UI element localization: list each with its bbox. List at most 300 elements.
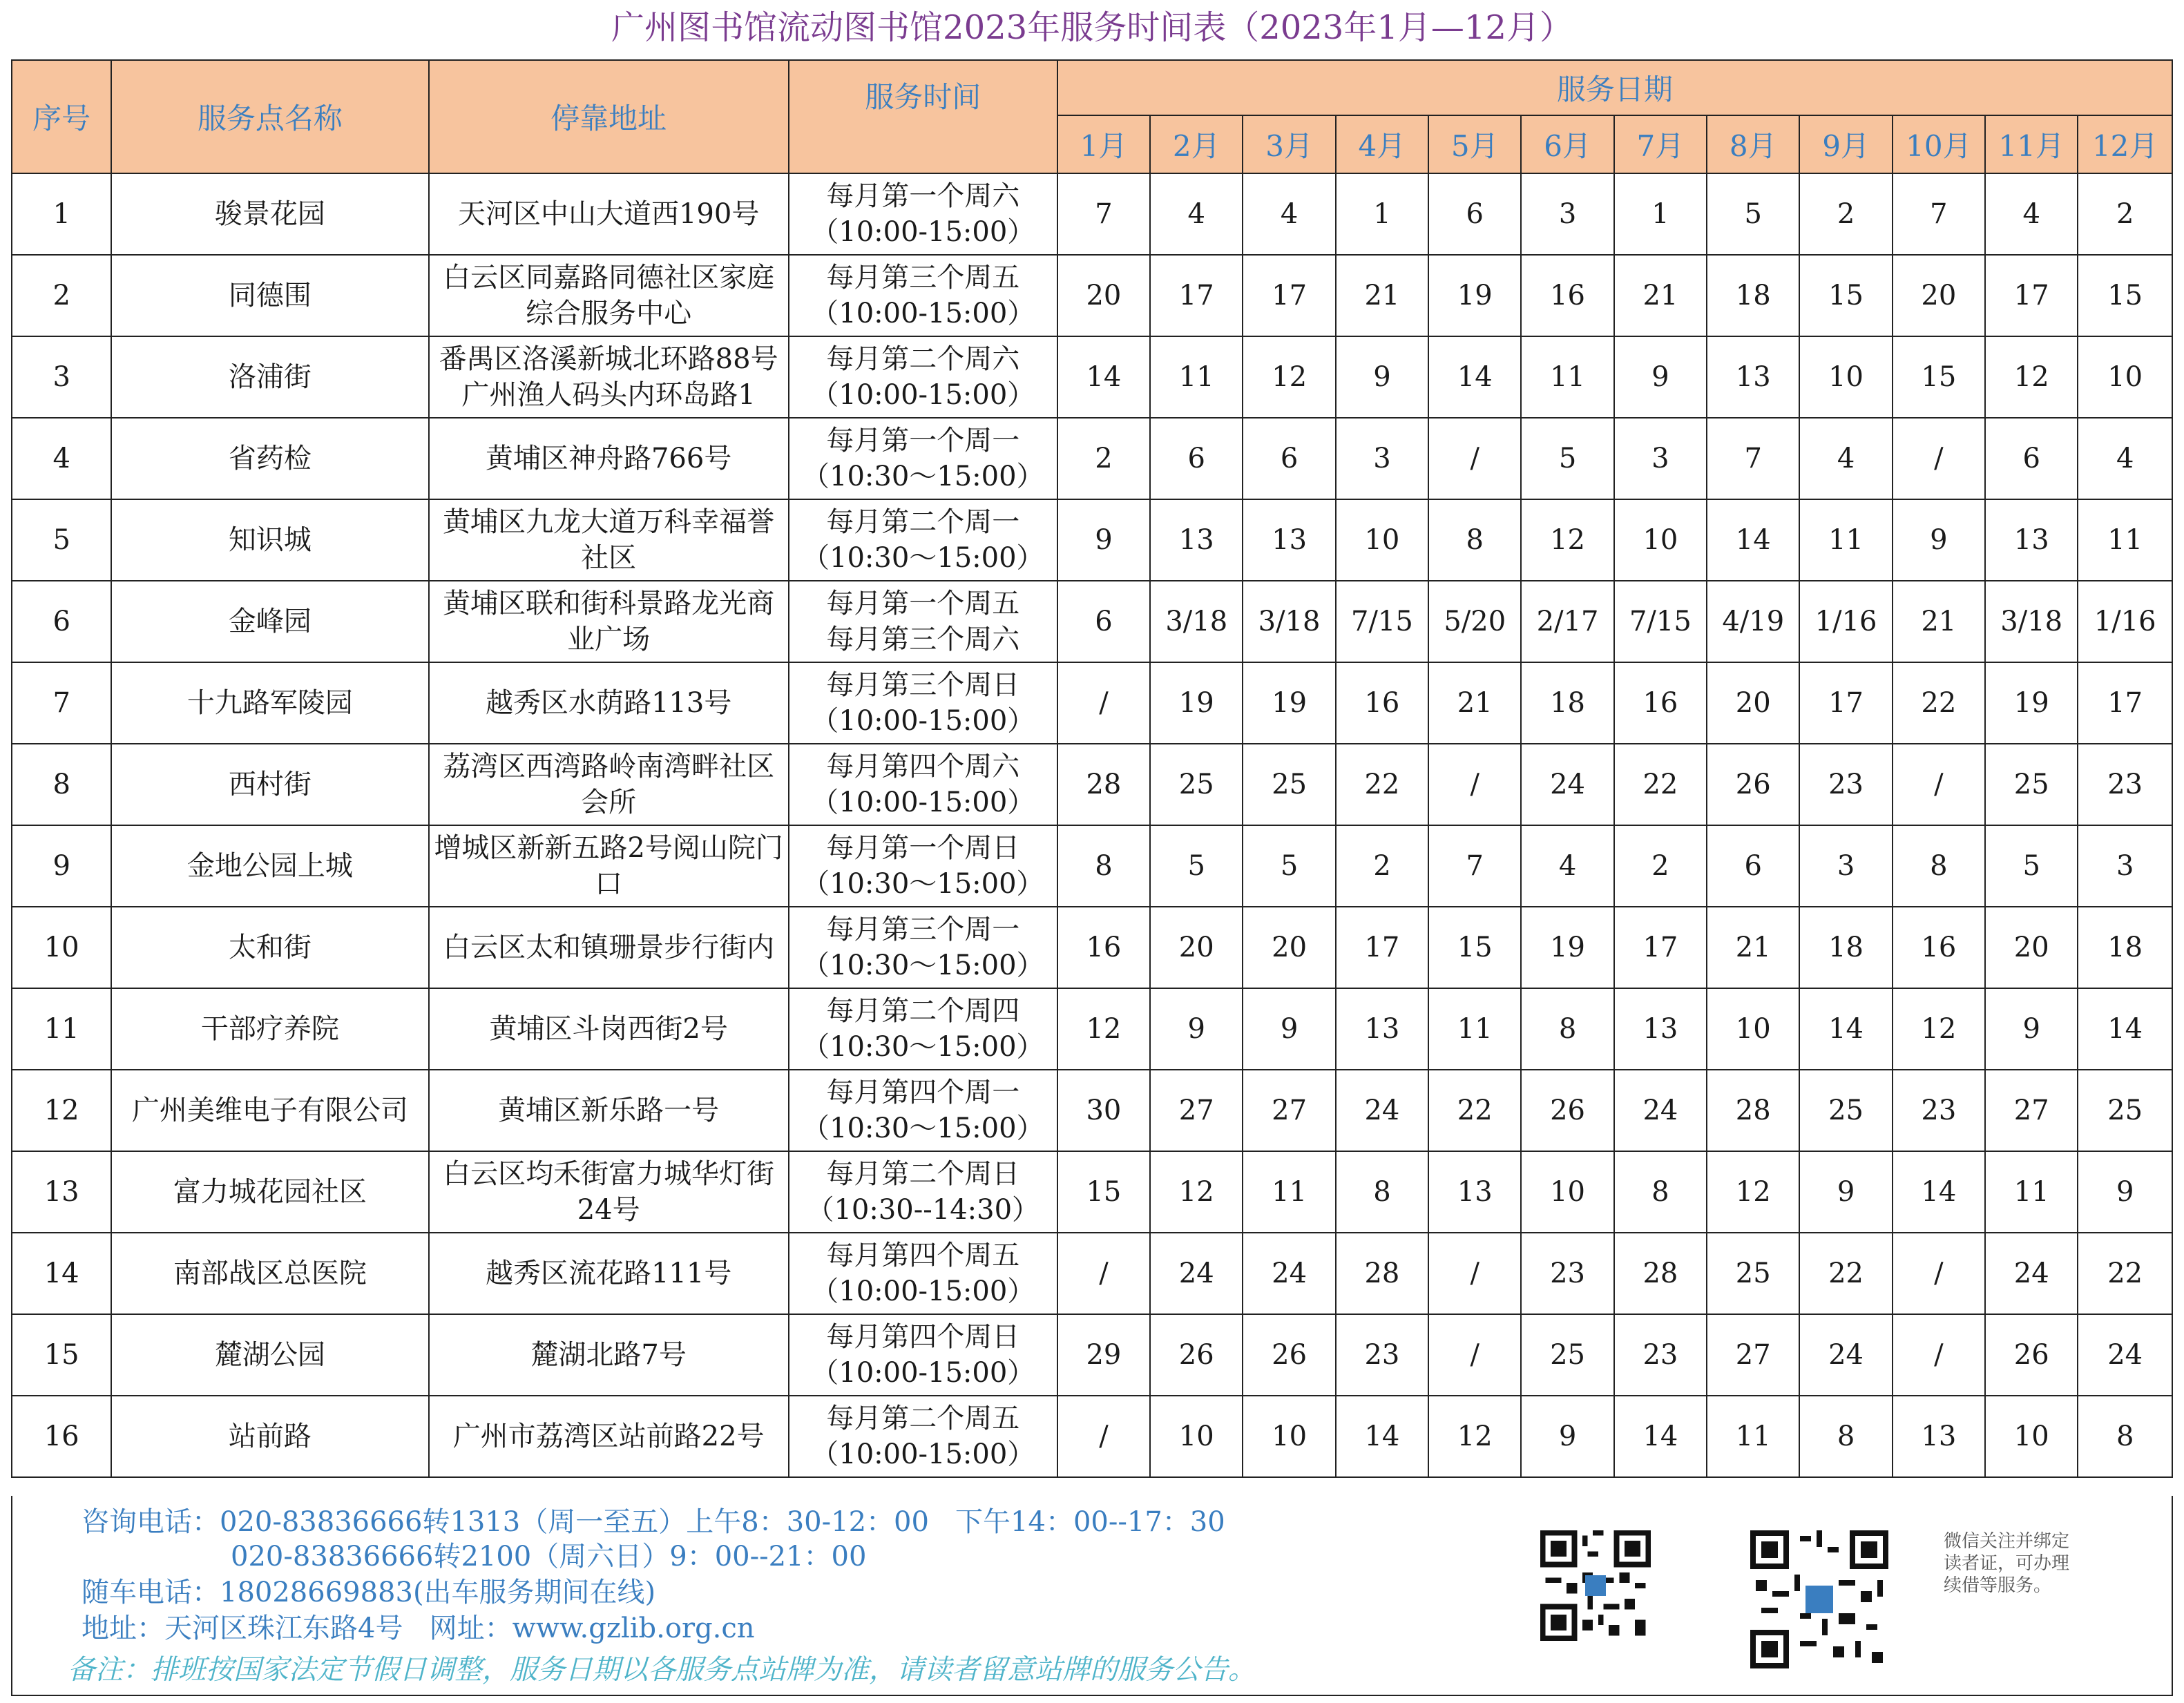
service-date — [1150, 1396, 1243, 1477]
service-date — [1336, 499, 1428, 581]
service-date — [1428, 1314, 1521, 1396]
service-date-text: 3 — [1373, 443, 1391, 474]
service-date-text: 10 — [1550, 1176, 1586, 1208]
service-date-text: 1/16 — [2094, 606, 2156, 637]
service-date — [1243, 662, 1335, 744]
service-date — [1243, 988, 1335, 1070]
service-date — [1799, 825, 1892, 907]
service-date — [1799, 255, 1892, 336]
service-time — [789, 662, 1057, 744]
stop-address — [429, 336, 789, 418]
row-number-text: 11 — [44, 1013, 79, 1045]
service-point-name — [111, 1151, 428, 1233]
footer-note: 备注：排班按国家法定节假日调整，服务日期以各服务点站牌为准，请读者留意站牌的服务公告。 — [68, 1654, 1256, 1686]
service-time-text: 每月第二个周六 （10:00-15:00） — [811, 343, 1035, 411]
row-number — [12, 499, 111, 581]
service-point-name-text: 富力城花园社区 — [173, 1176, 367, 1208]
service-date-text: 12 — [1178, 1176, 1214, 1208]
service-date-text: 15 — [1457, 932, 1493, 963]
service-date-text: 10 — [1642, 524, 1678, 556]
service-date-text: 4 — [2022, 198, 2040, 230]
service-date — [1614, 1070, 1707, 1151]
service-date — [1057, 988, 1150, 1070]
table-row — [12, 1396, 2172, 1477]
row-number — [12, 1070, 111, 1151]
service-date — [1150, 1233, 1243, 1314]
service-date-text: 20 — [2013, 932, 2049, 963]
service-date — [1893, 418, 1985, 499]
service-date — [1243, 499, 1335, 581]
consult-phone-weekend: 020-83836666转2100（周六日）9：00--21：00 — [231, 1541, 867, 1572]
header-month: 1月 — [1057, 115, 1150, 173]
service-date — [1614, 173, 1707, 255]
service-date-text: 2 — [1837, 198, 1855, 230]
service-time-text: 每月第三个周五 （10:00-15:00） — [811, 262, 1035, 329]
service-date-text: 19 — [1457, 280, 1493, 311]
header-month: 8月 — [1707, 115, 1799, 173]
service-date-text: 15 — [1086, 1176, 1122, 1208]
service-time-text: 每月第三个周一 （10:30～15:00） — [802, 914, 1044, 981]
table-row — [12, 255, 2172, 336]
service-date-text: 15 — [1828, 280, 1864, 311]
service-time-text: 每月第一个周五 每月第三个周六 — [826, 588, 1020, 655]
service-date-text: 8 — [1095, 850, 1113, 882]
row-number — [12, 255, 111, 336]
service-date-text: 25 — [2013, 769, 2049, 800]
service-date — [1614, 825, 1707, 907]
row-number — [12, 1151, 111, 1233]
row-number — [12, 336, 111, 418]
service-date-text: 10 — [1364, 524, 1400, 556]
service-date — [1707, 336, 1799, 418]
service-date-text: 19 — [1272, 687, 1307, 719]
service-date — [1243, 1233, 1335, 1314]
service-date — [1614, 988, 1707, 1070]
service-date — [1150, 907, 1243, 988]
service-date-text: 3 — [1837, 850, 1855, 882]
service-date — [1985, 1151, 2078, 1233]
service-date — [1707, 581, 1799, 662]
service-date — [1707, 988, 1799, 1070]
schedule-table — [11, 59, 2173, 1478]
service-date-text: 22 — [1828, 1258, 1864, 1289]
service-date — [1150, 418, 1243, 499]
service-date — [1707, 1396, 1799, 1477]
service-date — [1614, 418, 1707, 499]
service-date — [1150, 173, 1243, 255]
service-date — [1243, 173, 1335, 255]
service-date-text: 6 — [2022, 443, 2040, 474]
service-date — [2078, 825, 2172, 907]
row-number — [12, 1314, 111, 1396]
service-date-text: / — [1470, 769, 1479, 800]
service-date-text: 25 — [1828, 1095, 1864, 1126]
service-point-name — [111, 1314, 428, 1396]
service-date — [1428, 418, 1521, 499]
service-date — [1057, 825, 1150, 907]
service-date — [1243, 1151, 1335, 1233]
service-date-text: 21 — [1457, 687, 1493, 719]
service-date-text: 12 — [2013, 361, 2049, 393]
service-date — [1614, 744, 1707, 825]
service-date-text: 23 — [1550, 1258, 1586, 1289]
service-date — [1150, 499, 1243, 581]
service-date — [1707, 418, 1799, 499]
service-date-text: 8 — [1930, 850, 1948, 882]
service-date — [1799, 1314, 1892, 1396]
service-date — [1707, 255, 1799, 336]
stop-address-text: 黄埔区斗岗西街2号 — [489, 1013, 728, 1045]
service-date — [1985, 255, 2078, 336]
service-date — [1336, 1151, 1428, 1233]
service-date-text: 9 — [1373, 361, 1391, 393]
service-time-text: 每月第三个周日 （10:00-15:00） — [811, 669, 1035, 737]
service-date-text: 9 — [1651, 361, 1669, 393]
service-date-text: 5 — [1558, 443, 1577, 474]
service-date-text: 27 — [2013, 1095, 2049, 1126]
service-date-text: 22 — [1457, 1095, 1493, 1126]
service-date — [1521, 499, 1613, 581]
service-date-text: 27 — [1178, 1095, 1214, 1126]
service-date — [1893, 1314, 1985, 1396]
service-date — [1521, 1070, 1613, 1151]
stop-address-text: 越秀区水荫路113号 — [485, 687, 732, 719]
service-date — [1521, 1233, 1613, 1314]
service-date — [1985, 1233, 2078, 1314]
service-date-text: / — [1934, 769, 1944, 800]
stop-address — [429, 907, 789, 988]
stop-address — [429, 581, 789, 662]
service-time-text: 每月第一个周日 （10:30～15:00） — [802, 832, 1044, 900]
service-date — [1614, 907, 1707, 988]
service-date-text: 10 — [1828, 361, 1864, 393]
service-date-text: 24 — [1550, 769, 1586, 800]
header-address: 停靠地址 — [429, 60, 789, 173]
service-date-text: 8 — [1837, 1421, 1855, 1452]
row-number-text: 7 — [52, 687, 70, 719]
service-date — [1521, 988, 1613, 1070]
service-date-text: / — [1934, 1339, 1944, 1371]
service-date-text: 20 — [1178, 932, 1214, 963]
service-date — [1150, 1151, 1243, 1233]
service-date-text: 5/20 — [1444, 606, 1506, 637]
service-date-text: / — [1934, 1258, 1944, 1289]
service-date — [1614, 1151, 1707, 1233]
stop-address-text: 麓湖北路7号 — [530, 1339, 687, 1371]
service-date-text: 24 — [1364, 1095, 1400, 1126]
stop-address-text: 白云区同嘉路同德社区家庭综合服务中心 — [443, 262, 775, 329]
service-point-name-text: 广州美维电子有限公司 — [131, 1095, 408, 1126]
service-date — [1707, 1070, 1799, 1151]
service-date — [1521, 1314, 1613, 1396]
service-date — [1336, 988, 1428, 1070]
service-date — [1150, 744, 1243, 825]
service-date — [2078, 499, 2172, 581]
qr-code-wechat — [1750, 1530, 1888, 1668]
service-date — [2078, 907, 2172, 988]
service-date-text: 17 — [1364, 932, 1400, 963]
service-date-text: 5 — [1280, 850, 1299, 882]
row-number — [12, 988, 111, 1070]
service-date-text: 14 — [1086, 361, 1122, 393]
service-date-text: 3 — [1651, 443, 1669, 474]
service-date-text: 10 — [1178, 1421, 1214, 1452]
stop-address — [429, 255, 789, 336]
service-time — [789, 336, 1057, 418]
service-date-text: 22 — [1921, 687, 1957, 719]
service-date-text: 4 — [1558, 850, 1577, 882]
service-date-text: 12 — [1550, 524, 1586, 556]
service-date-text: 16 — [1550, 280, 1586, 311]
service-date-text: 18 — [1828, 932, 1864, 963]
service-date-text: 23 — [2107, 769, 2143, 800]
service-date-text: 25 — [2107, 1095, 2143, 1126]
service-date — [2078, 662, 2172, 744]
service-date-text: 26 — [2013, 1339, 2049, 1371]
service-date — [1985, 1314, 2078, 1396]
service-date-text: 11 — [2013, 1176, 2049, 1208]
service-point-name-text: 骏景花园 — [214, 198, 325, 230]
service-point-name-text: 知识城 — [228, 524, 312, 556]
service-time — [789, 825, 1057, 907]
service-date — [2078, 173, 2172, 255]
service-point-name — [111, 1396, 428, 1477]
service-date-text: / — [1470, 443, 1479, 474]
service-date-text: 20 — [1735, 687, 1771, 719]
page-title: 广州图书馆流动图书馆2023年服务时间表（2023年1月—12月） — [611, 8, 1573, 47]
service-date-text: 17 — [1828, 687, 1864, 719]
service-date — [1985, 499, 2078, 581]
row-number — [12, 418, 111, 499]
service-point-name-text: 十九路军陵园 — [186, 687, 353, 719]
row-number-text: 13 — [44, 1176, 79, 1208]
service-date — [1707, 907, 1799, 988]
table-row — [12, 1233, 2172, 1314]
service-date-text: 20 — [1921, 280, 1957, 311]
stop-address-text: 天河区中山大道西190号 — [457, 198, 760, 230]
service-date — [1243, 418, 1335, 499]
service-date-text: 21 — [1364, 280, 1400, 311]
service-date-text: 14 — [1642, 1421, 1678, 1452]
service-date-text: / — [1099, 1258, 1109, 1289]
service-date-text: 19 — [1550, 932, 1586, 963]
service-date — [1799, 173, 1892, 255]
service-point-name — [111, 336, 428, 418]
service-date — [1521, 418, 1613, 499]
service-date-text: 30 — [1086, 1095, 1122, 1126]
service-point-name-text: 太和街 — [228, 932, 312, 963]
service-date — [1707, 744, 1799, 825]
service-date — [1521, 907, 1613, 988]
table-row — [12, 744, 2172, 825]
stop-address — [429, 1396, 789, 1477]
service-date-text: 13 — [1364, 1013, 1400, 1045]
service-date-text: 6 — [1187, 443, 1205, 474]
service-date-text: 11 — [1550, 361, 1586, 393]
service-date-text: 21 — [1921, 606, 1957, 637]
service-date-text: 13 — [1272, 524, 1307, 556]
service-date — [1893, 499, 1985, 581]
service-date-text: 21 — [1642, 280, 1678, 311]
table-row — [12, 581, 2172, 662]
service-date — [2078, 1070, 2172, 1151]
stop-address-text: 黄埔区神舟路766号 — [485, 443, 732, 474]
service-date-text: 10 — [2107, 361, 2143, 393]
service-date — [1057, 581, 1150, 662]
service-date-text: 6 — [1744, 850, 1762, 882]
service-date — [1893, 581, 1985, 662]
service-date — [1428, 662, 1521, 744]
service-date — [1057, 907, 1150, 988]
service-time — [789, 1314, 1057, 1396]
service-point-name — [111, 255, 428, 336]
service-date — [1614, 499, 1707, 581]
service-date — [2078, 988, 2172, 1070]
service-date-text: 4 — [1837, 443, 1855, 474]
service-date-text: 12 — [1272, 361, 1307, 393]
service-date-text: 3 — [2116, 850, 2134, 882]
service-date — [1893, 336, 1985, 418]
service-date-text: 9 — [1837, 1176, 1855, 1208]
stop-address — [429, 662, 789, 744]
service-time-text: 每月第四个周五 （10:00-15:00） — [811, 1240, 1035, 1307]
header-month: 10月 — [1893, 115, 1985, 173]
service-date-text: 7 — [1095, 198, 1113, 230]
service-date — [2078, 1233, 2172, 1314]
service-time — [789, 581, 1057, 662]
service-date — [1799, 1233, 1892, 1314]
service-date — [2078, 744, 2172, 825]
service-time — [789, 255, 1057, 336]
service-date-text: 14 — [1921, 1176, 1957, 1208]
service-date — [1985, 662, 2078, 744]
service-date-text: 1 — [1651, 198, 1669, 230]
service-date-text: 29 — [1086, 1339, 1122, 1371]
service-date-text: 6 — [1280, 443, 1299, 474]
header-name: 服务点名称 — [111, 60, 428, 173]
header-month: 2月 — [1150, 115, 1243, 173]
service-date-text: 7 — [1466, 850, 1484, 882]
service-point-name-text: 南部战区总医院 — [173, 1258, 367, 1289]
service-date — [1336, 1233, 1428, 1314]
table-row — [12, 1314, 2172, 1396]
stop-address-text: 广州市荔湾区站前路22号 — [452, 1421, 765, 1452]
service-date — [1614, 1396, 1707, 1477]
service-date — [1985, 1396, 2078, 1477]
table-row — [12, 907, 2172, 988]
service-date — [1428, 1070, 1521, 1151]
service-date-text: 23 — [1828, 769, 1864, 800]
service-date — [1057, 255, 1150, 336]
service-point-name-text: 站前路 — [228, 1421, 312, 1452]
table-row — [12, 988, 2172, 1070]
service-date-text: 2 — [2116, 198, 2134, 230]
service-date — [1336, 1314, 1428, 1396]
service-time — [789, 744, 1057, 825]
service-date-text: / — [1934, 443, 1944, 474]
service-date-text: 22 — [1642, 769, 1678, 800]
service-time — [789, 418, 1057, 499]
service-date — [1336, 825, 1428, 907]
service-date-text: 14 — [1364, 1421, 1400, 1452]
service-date — [2078, 336, 2172, 418]
row-number-text: 16 — [44, 1421, 79, 1452]
service-date — [1243, 1314, 1335, 1396]
service-date-text: 11 — [2107, 524, 2143, 556]
service-date — [2078, 581, 2172, 662]
stop-address — [429, 499, 789, 581]
service-date-text: 5 — [1744, 198, 1762, 230]
service-date — [1057, 1314, 1150, 1396]
service-date — [1985, 418, 2078, 499]
service-time-text: 每月第四个周一 （10:30～15:00） — [802, 1077, 1044, 1144]
stop-address-text: 白云区太和镇珊景步行街内 — [443, 932, 775, 963]
service-date-text: 3/18 — [1165, 606, 1228, 637]
service-date-text: 11 — [1457, 1013, 1493, 1045]
service-date-text: 13 — [1457, 1176, 1493, 1208]
service-date-text: 7 — [1744, 443, 1762, 474]
service-date-text: 18 — [2107, 932, 2143, 963]
service-date — [2078, 418, 2172, 499]
service-date-text: 2 — [1651, 850, 1669, 882]
service-date-text: 26 — [1272, 1339, 1307, 1371]
service-date — [1243, 255, 1335, 336]
service-date — [1985, 336, 2078, 418]
header-month: 11月 — [1985, 115, 2078, 173]
service-date-text: 17 — [1642, 932, 1678, 963]
service-date — [1985, 988, 2078, 1070]
service-date — [1057, 173, 1150, 255]
service-date — [1521, 1396, 1613, 1477]
service-date — [1057, 336, 1150, 418]
service-date — [1985, 581, 2078, 662]
service-date — [1150, 1070, 1243, 1151]
table-row — [12, 418, 2172, 499]
service-date — [1985, 825, 2078, 907]
service-date — [1521, 173, 1613, 255]
service-date — [1985, 173, 2078, 255]
service-date — [1428, 988, 1521, 1070]
service-date — [1799, 744, 1892, 825]
service-date — [1243, 581, 1335, 662]
service-date — [1428, 581, 1521, 662]
service-date — [1336, 907, 1428, 988]
service-date-text: 26 — [1735, 769, 1771, 800]
service-date — [1243, 825, 1335, 907]
service-date-text: 24 — [1642, 1095, 1678, 1126]
service-time — [789, 1396, 1057, 1477]
stop-address-text: 番禺区洛溪新城北环路88号广州渔人码头内环岛路1 — [439, 343, 778, 411]
stop-address-text: 增城区新新五路2号阅山院门口 — [434, 832, 783, 900]
service-date — [1150, 255, 1243, 336]
service-date — [1521, 744, 1613, 825]
header-month: 4月 — [1336, 115, 1428, 173]
service-point-name — [111, 988, 428, 1070]
service-date-text: 19 — [1178, 687, 1214, 719]
service-date-text: 17 — [2013, 280, 2049, 311]
service-date — [1614, 1314, 1707, 1396]
service-date — [1428, 744, 1521, 825]
table-row — [12, 499, 2172, 581]
service-time-text: 每月第四个周日 （10:00-15:00） — [811, 1321, 1035, 1389]
service-date-text: 16 — [1086, 932, 1122, 963]
service-date-text: 10 — [1272, 1421, 1307, 1452]
service-date-text: 1/16 — [1814, 606, 1877, 637]
service-date-text: 15 — [2107, 280, 2143, 311]
stop-address — [429, 1233, 789, 1314]
service-date-text: 4/19 — [1722, 606, 1785, 637]
service-date — [1057, 1396, 1150, 1477]
